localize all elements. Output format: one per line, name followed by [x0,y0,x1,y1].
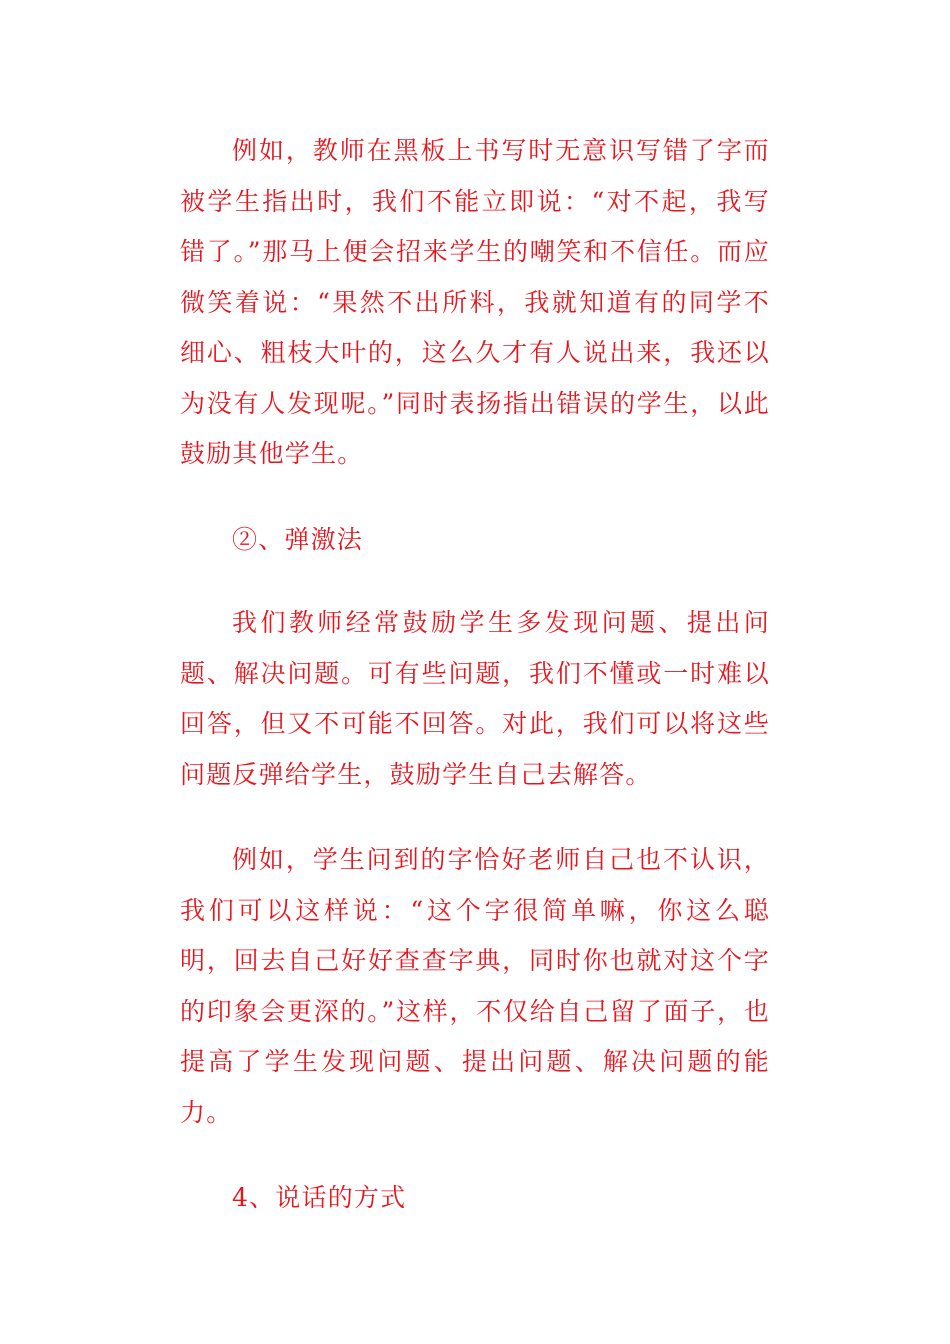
paragraph-example-blackboard: 例如，教师在黑板上书写时无意识写错了字而被学生指出时，我们不能立即说：“对不起，我写错了。”那马上便会招来学生的嘲笑和不信任。而应微笑着说：“果然不出所料，我就知道有的同学不细心、粗枝大叶的，这么久才有人说出来，我还以为没有人发现呢。”同时表扬指出错误的学生，以此鼓励其他学生。 [180,136,770,468]
paragraph-example-unknown-word: 例如，学生问到的字恰好老师自己也不认识，我们可以这样说：“这个字很简单嘛，你这么聪明，回去自己好好查查字典，同时你也就对这个字的印象会更深的。”这样，不仅给自己留了面子，也提高了学生发现问题、提出问题、解决问题的能力。 [180,845,770,1127]
document-body [180,126,770,1257]
section-heading-bounce-method: ②、弹激法 [232,524,364,554]
paragraph-encourage-questions: 我们教师经常鼓励学生多发现问题、提出问题、解决问题。可有些问题，我们不懂或一时难以回答，但又不可能不回答。对此，我们可以将这些问题反弹给学生，鼓励学生自己去解答。 [180,608,770,789]
section-heading-speaking-style: 4、说话的方式 [232,1183,407,1212]
